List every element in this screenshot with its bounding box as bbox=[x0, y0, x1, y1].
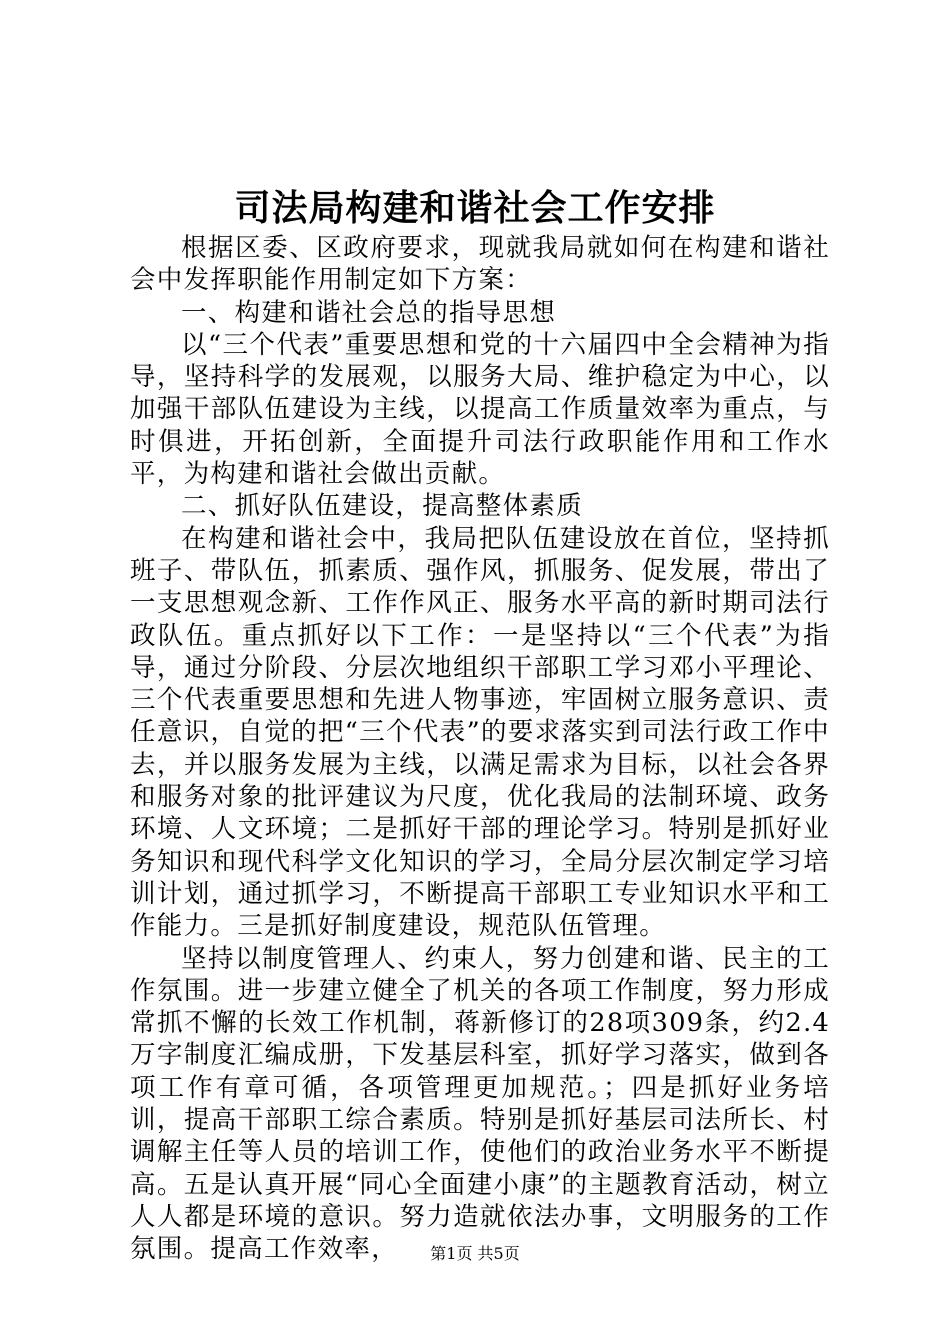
section-1-paragraph: 以“三个代表”重要思想和党的十六届四中全会精神为指导，坚持科学的发展观，以服务大局、维护稳定为中心，以加强干部队伍建设为主线，以提高工作质量效率为重点，与时俱进，开拓创新，全面提升司法行政职能作用和工作水平，为构建和谐社会做出贡献。 bbox=[130, 329, 830, 490]
document-title: 司法局构建和谐社会工作安排 bbox=[234, 187, 716, 229]
section-2-paragraph: 在构建和谐社会中，我局把队伍建设放在首位，坚持抓班子、带队伍，抓素质、强作风，抓服务、促发展，带出了一支思想观念新、工作作风正、服务水平高的新时期司法行政队伍。重点抓好以下工作：一是坚持以“三个代表”为指导，通过分阶段、分层次地组织干部职工学习邓小平理论、三个代表重要思想和先进人物事迹，牢固树立服务意识、责任意识，自觉的把“三个代表”的要求落实到司法行政工作中去，并以服务发展为主线，以满足需求为目标，以社会各界和服务对象的批评建议为尺度，优化我局的法制环境、政务环境、人文环境；二是抓好干部的理论学习。特别是抓好业务知识和现代科学文化知识的学习，全局分层次制定学习培训计划，通过抓学习，不断提高干部职工专业知识水平和工作能力。三是抓好制度建设，规范队伍管理。 bbox=[130, 523, 830, 942]
section-heading-2: 二、抓好队伍建设，提高整体素质 bbox=[181, 491, 584, 522]
section-2-paragraph-continued: 坚持以制度管理人、约束人，努力创建和谐、民主的工作氛围。进一步建立健全了机关的各项工作制度，努力形成常抓不懈的长效工作机制，蒋新修订的28项309条，约2.4万字制度汇编成册，下发基层科室，抓好学习落实，做到各项工作有章可循，各项管理更加规范。；四是抓好业务培训，提高干部职工综合素质。特别是抓好基层司法所长、村调解主任等人员的培训工作，使他们的政治业务水平不断提高。五是认真开展“同心全面建小康”的主题教育活动，树立人人都是环境的意识。努力造就依法办事，文明服务的工作氛围。提高工作效率， bbox=[130, 943, 830, 1265]
page-number-footer: 第1页 共5页 bbox=[430, 1244, 520, 1263]
document-body bbox=[130, 232, 830, 1266]
section-heading-1: 一、构建和谐社会总的指导思想 bbox=[181, 297, 557, 328]
intro-paragraph: 根据区委、区政府要求，现就我局就如何在构建和谐社会中发挥职能作用制定如下方案： bbox=[130, 233, 830, 296]
